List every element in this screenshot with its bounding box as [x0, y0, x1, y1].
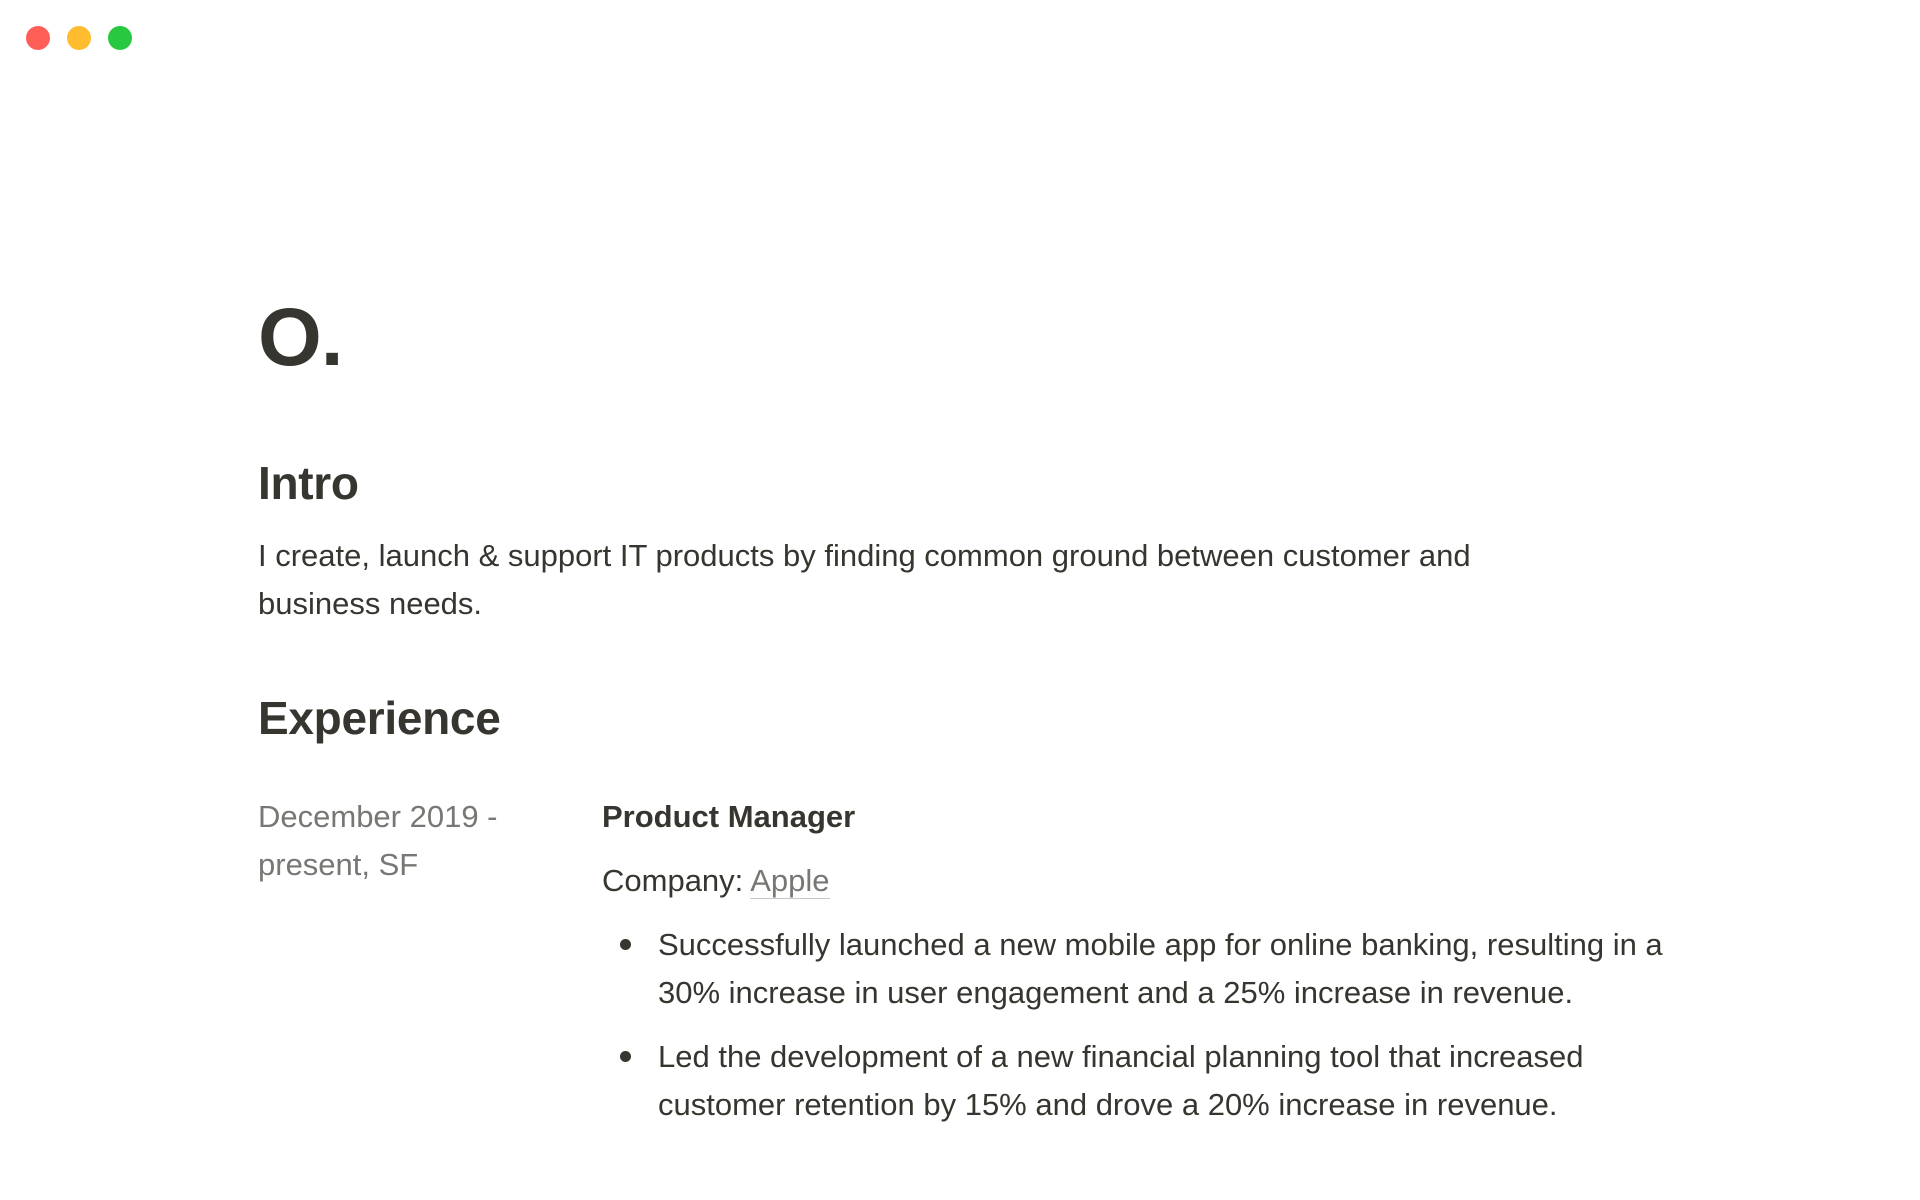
window-controls [26, 26, 132, 50]
achievement-item [602, 921, 1678, 1017]
achievement-text: Successfully launched a new mobile app for online banking, resulting in a 30% increase in user engagement and a 25% increase in revenue. [658, 927, 1663, 1010]
company-link[interactable]: Apple [750, 863, 830, 898]
minimize-window-button[interactable] [67, 26, 91, 50]
bullet-dot-icon [620, 939, 631, 950]
company-label: Company: [602, 863, 744, 898]
close-window-button[interactable] [26, 26, 50, 50]
experience-details [602, 793, 1678, 1145]
achievement-item [602, 1033, 1678, 1129]
experience-date: December 2019 - present, SF [258, 799, 498, 882]
achievement-list [602, 921, 1678, 1129]
zoom-window-button[interactable] [108, 26, 132, 50]
company-line [602, 857, 1678, 905]
page-content [258, 0, 1678, 1200]
experience-heading: Experience [258, 692, 501, 744]
bullet-dot-icon [620, 1051, 631, 1062]
achievement-text: Led the development of a new financial planning tool that increased customer retention by 15% and drove a 20% increase in revenue. [658, 1039, 1584, 1122]
intro-text: I create, launch & support IT products by finding common ground between customer and business needs. [258, 538, 1471, 621]
intro-heading: Intro [258, 457, 359, 509]
page-logo: O. [258, 292, 343, 383]
job-title: Product Manager [602, 799, 856, 834]
